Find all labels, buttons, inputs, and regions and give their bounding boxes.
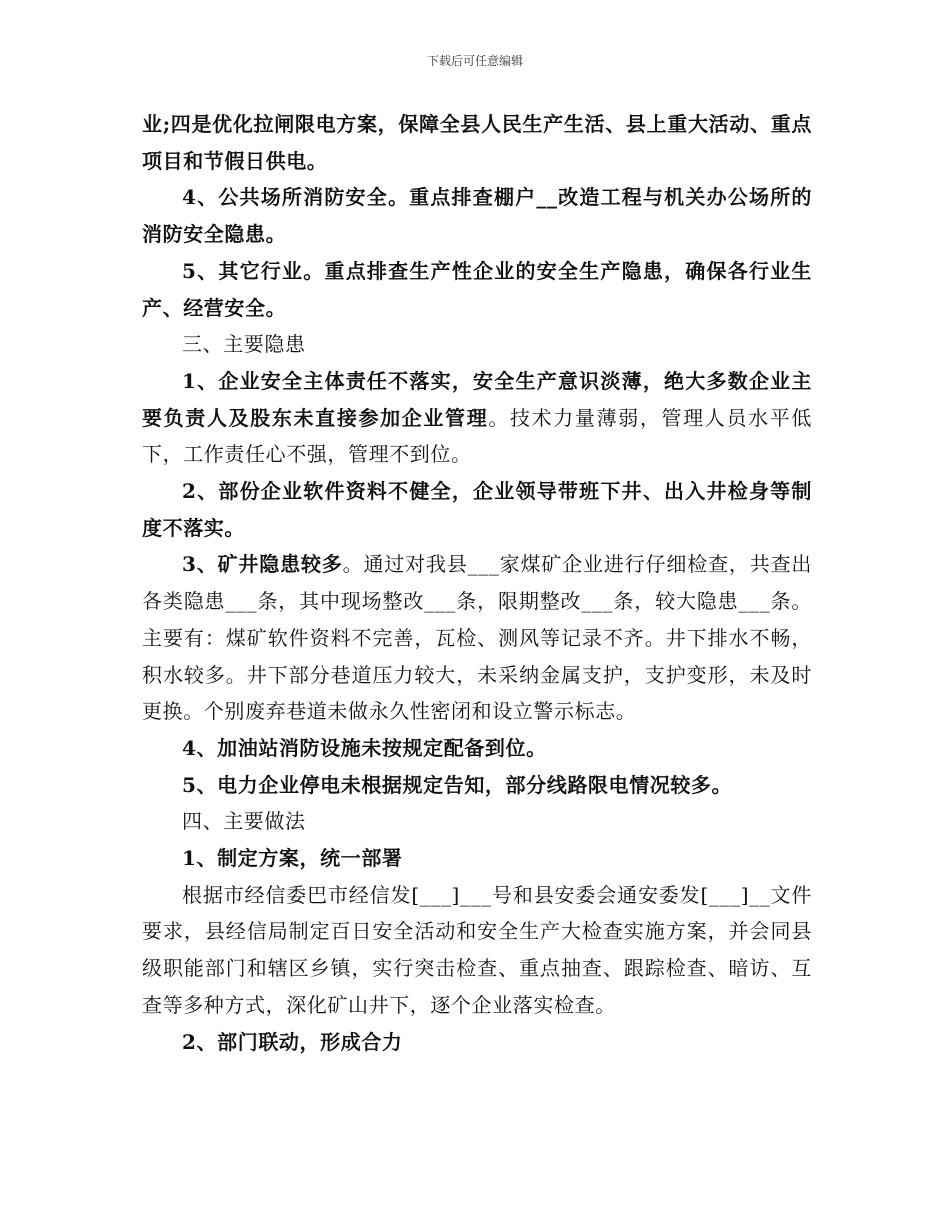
bold-text: 5、其它行业。重点排查生产性企业的安全生产隐患，确保各行业生产、经营安全。 bbox=[142, 258, 812, 320]
document-body bbox=[142, 106, 812, 1060]
bold-text: 2、部份企业软件资料不健全，企业领导带班下井、出入井检身等制度不落实。 bbox=[142, 479, 812, 540]
bold-text: 2、部门联动，形成合力 bbox=[182, 1029, 403, 1054]
paragraph bbox=[142, 546, 812, 730]
bold-text: 3、矿井隐患较多 bbox=[182, 552, 343, 577]
subsection-heading bbox=[142, 840, 812, 877]
section-heading bbox=[142, 326, 812, 363]
normal-text: 三、主要隐患 bbox=[182, 332, 306, 357]
paragraph bbox=[142, 253, 812, 326]
bold-text: 4、加油站消防设施未按规定配备到位。 bbox=[182, 735, 547, 760]
normal-text: 根据市经信委巴市经信发[___]___号和县安委会通安委发[___]__文件要求，县经信局制定百日安全活动和安全生产大检查实施方案，并会同县级职能部门和辖区乡镇，实行突击检查、重点抽查、跟踪检查、暗访、互查等多种方式，深化矿山井下，逐个企业落实检查。 bbox=[142, 882, 812, 1017]
paragraph bbox=[142, 730, 812, 767]
paragraph bbox=[142, 106, 812, 179]
bold-text: 1、制定方案，统一部署 bbox=[182, 846, 403, 871]
paragraph bbox=[142, 767, 812, 804]
paragraph bbox=[142, 877, 812, 1024]
paragraph bbox=[142, 179, 812, 252]
normal-text: 四、主要做法 bbox=[182, 809, 306, 834]
bold-text: 5、电力企业停电未根据规定告知，部分线路限电情况较多。 bbox=[182, 772, 733, 797]
paragraph bbox=[142, 363, 812, 473]
section-heading bbox=[142, 803, 812, 840]
bold-text: 4、公共场所消防安全。重点排查棚户__改造工程与机关办公场所的消防安全隐患。 bbox=[142, 185, 812, 247]
paragraph bbox=[142, 473, 812, 546]
normal-text: 。技术力量薄弱，管理人员水平低下，工作责任心不强，管理不到位。 bbox=[142, 405, 812, 467]
bold-text: 业;四是优化拉闸限电方案，保障全县人民生产生活、县上重大活动、重点项目和节假日供电。 bbox=[142, 112, 812, 173]
bold-text: 1、企业安全主体责任不落实，安全生产意识淡薄，绝大多数企业主要负责人及股东未直接参加企业管理 bbox=[142, 368, 812, 430]
page-header: 下载后可任意编辑 bbox=[426, 54, 523, 68]
subsection-heading bbox=[142, 1024, 812, 1061]
normal-text: 。通过对我县___家煤矿企业进行仔细检查，共查出各类隐患___条，其中现场整改___条，限期整改___条，较大隐患___条。主要有：煤矿软件资料不完善，瓦检、测风等记录不齐。井下排水不畅，积水较多。井下部分巷道压力较大，未采纳金属支护，支护变形，未及时更换。个别废弃巷道未做永久性密闭和设立警示标志。 bbox=[142, 552, 813, 724]
